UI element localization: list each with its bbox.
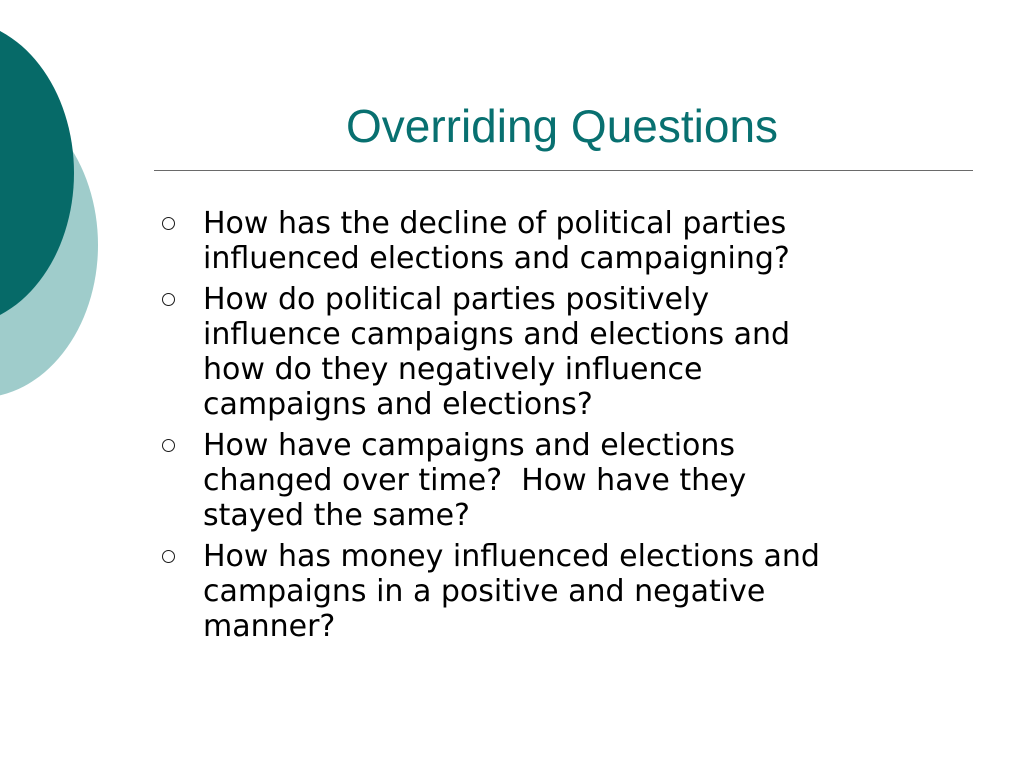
bullet-line: How has money influenced elections and (203, 539, 820, 574)
bullet-line: campaigns in a positive and negative (203, 574, 766, 609)
bullet-item (162, 539, 952, 644)
bullet-line: How do political parties positively (203, 282, 710, 317)
title-divider (154, 170, 973, 171)
bullet-line: campaigns and elections? (203, 387, 593, 422)
bullet-line: manner? (203, 609, 336, 644)
bullet-item (162, 206, 952, 276)
bullet-line: influenced elections and campaigning? (203, 241, 790, 276)
bullet-text (203, 428, 746, 533)
bullet-text (203, 539, 820, 644)
hollow-circle-bullet-icon (162, 439, 175, 452)
hollow-circle-bullet-icon (162, 217, 175, 230)
bullet-item (162, 428, 952, 533)
bullet-line: changed over time? How have they (203, 463, 747, 498)
bullet-line: How have campaigns and elections (203, 428, 736, 463)
bullet-list (162, 206, 952, 650)
slide-title: Overriding Questions (345, 100, 779, 152)
bullet-item (162, 282, 952, 422)
bullet-text (203, 206, 790, 276)
hollow-circle-bullet-icon (162, 293, 175, 306)
bullet-text (203, 282, 790, 422)
bullet-line: influence campaigns and elections and (203, 317, 791, 352)
bullet-line: how do they negatively influence (203, 352, 703, 387)
bullet-line: stayed the same? (203, 498, 470, 533)
bullet-line: How has the decline of political parties (203, 206, 787, 241)
hollow-circle-bullet-icon (162, 550, 175, 563)
